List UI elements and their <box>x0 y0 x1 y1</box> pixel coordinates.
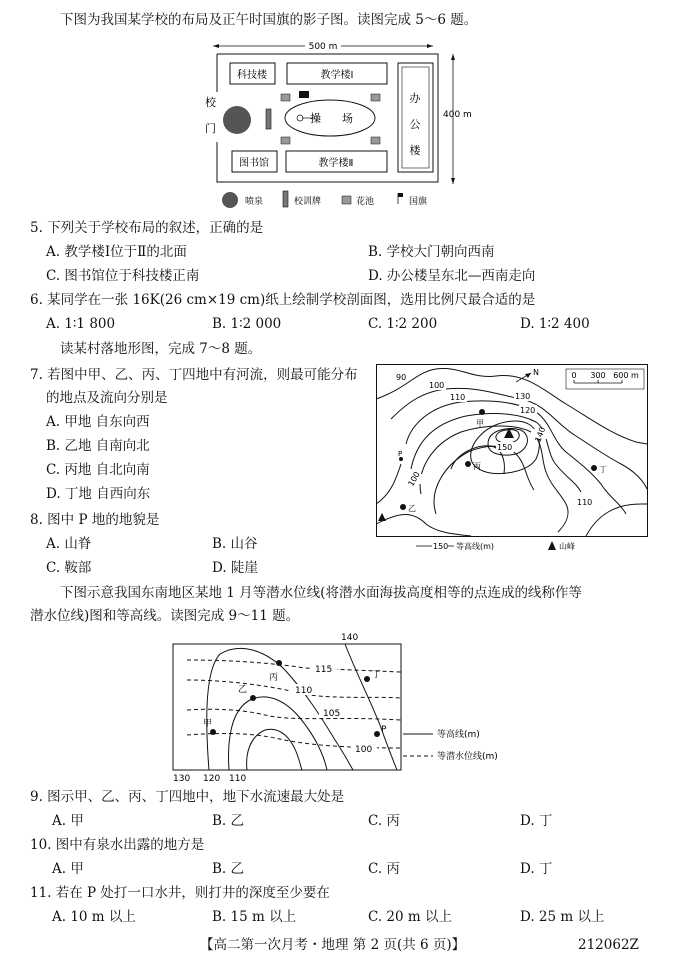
north-label: N <box>533 368 539 377</box>
q11-option-a[interactable]: A. 10 m 以上 <box>52 909 136 925</box>
contour-110b: 110 <box>577 498 593 507</box>
q11-option-d[interactable]: D. 25 m 以上 <box>520 909 605 925</box>
q6-option-c[interactable]: C. 1∶2 200 <box>368 316 438 332</box>
contour-140: 140 <box>533 425 548 444</box>
wl-100: 100 <box>355 745 373 755</box>
legend-contour: 等高线(m) <box>437 730 480 740</box>
sign-icon <box>266 109 271 129</box>
q5-option-c[interactable]: C. 图书馆位于科技楼正南 <box>46 268 200 284</box>
legend-sign: 校训牌 <box>294 197 322 207</box>
height-label: 400 m <box>443 110 472 120</box>
water-place-bing: 丙 <box>269 673 279 683</box>
scale-600: 600 m <box>613 371 639 380</box>
q6-option-a[interactable]: A. 1∶1 800 <box>46 316 116 332</box>
bottom-120: 120 <box>203 774 221 784</box>
contour-100b: 100 <box>406 470 422 488</box>
contour-90: 90 <box>396 373 407 382</box>
gate-label-1: 校 <box>205 96 216 109</box>
wl-105: 105 <box>323 709 341 719</box>
q8-stem: 8. 图中 P 地的地貌是 <box>30 512 160 528</box>
place-ding: 丁 <box>599 465 607 474</box>
keji-label: 科技楼 <box>237 70 267 81</box>
scale-300: 300 <box>590 371 606 380</box>
water-place-ding: 丁 <box>372 670 382 680</box>
q6-option-d[interactable]: D. 1∶2 400 <box>520 316 590 332</box>
q9-option-b[interactable]: B. 乙 <box>212 813 245 829</box>
fountain-icon <box>223 106 251 134</box>
bangong-2: 公 <box>409 118 421 131</box>
contour-130: 130 <box>515 392 531 401</box>
q6-option-b[interactable]: B. 1∶2 000 <box>212 316 282 332</box>
legend-contour-value: 150 <box>433 542 449 551</box>
intro-text-3a: 下图示意我国东南地区某地 1 月等潜水位线(将潜水面海拔高度相等的点连成的线称作等 <box>60 585 582 601</box>
village-topo-map <box>376 364 648 556</box>
jiaoxue1-label: 教学楼Ⅰ <box>320 70 354 81</box>
tushuguan-label: 图书馆 <box>239 158 269 169</box>
q5-stem: 5. 下列关于学校布局的叙述，正确的是 <box>30 220 264 236</box>
bottom-110: 110 <box>229 774 247 784</box>
q7-option-c[interactable]: C. 丙地 自北向南 <box>46 462 150 478</box>
bottom-130: 130 <box>173 774 191 784</box>
footer-title: 【高二第一次月考・地理 第 2 页(共 6 页)】 <box>200 937 466 953</box>
q7-option-a[interactable]: A. 甲地 自东向西 <box>46 414 150 430</box>
place-bing: 丙 <box>473 462 481 471</box>
wl-115: 115 <box>315 665 333 675</box>
q10-stem: 10. 图中有泉水出露的地方是 <box>30 837 205 853</box>
q6-stem: 6. 某同学在一张 16K(26 cm×19 cm)纸上绘制学校剖面图，选用比例尺最合适的是 <box>30 292 536 308</box>
caochang-1: 操 <box>310 112 321 125</box>
place-yi: 乙 <box>408 504 416 513</box>
legend-flowerbed: 花池 <box>356 197 375 207</box>
q9-option-c[interactable]: C. 丙 <box>368 813 400 829</box>
q10-option-a[interactable]: A. 甲 <box>52 861 84 877</box>
jiaoxue2-label: 教学楼Ⅱ <box>318 158 354 169</box>
q10-option-b[interactable]: B. 乙 <box>212 861 245 877</box>
gate-label-2: 门 <box>205 122 216 135</box>
school-layout-map <box>195 34 475 214</box>
legend-peak-text: 山峰 <box>559 542 575 551</box>
footer-code: 212062Z <box>578 937 639 953</box>
scale-0: 0 <box>571 371 577 380</box>
q7-stem-1: 7. 若图中甲、乙、丙、丁四地中有河流，则最可能分布 <box>30 367 358 383</box>
contour-110a: 110 <box>450 393 466 402</box>
q8-option-a[interactable]: A. 山脊 <box>46 536 92 552</box>
q10-option-d[interactable]: D. 丁 <box>520 861 553 877</box>
intro-text-1: 下图为我国某学校的布局及正午时国旗的影子图。读图完成 5～6 题。 <box>60 12 478 28</box>
legend-fountain: 喷泉 <box>245 197 264 207</box>
intro-text-3b: 潜水位线)图和等高线。读图完成 9～11 题。 <box>30 608 300 624</box>
q11-option-b[interactable]: B. 15 m 以上 <box>212 909 297 925</box>
water-place-jia: 甲 <box>203 719 213 729</box>
q5-option-d[interactable]: D. 办公楼呈东北—西南走向 <box>368 268 536 284</box>
q7-option-b[interactable]: B. 乙地 自南向北 <box>46 438 150 454</box>
intro-text-2: 读某村落地形图，完成 7～8 题。 <box>60 341 262 357</box>
contour-100a: 100 <box>429 381 445 390</box>
caochang-2: 场 <box>342 112 353 125</box>
place-jia: 甲 <box>476 419 484 428</box>
legend-contour-text: 等高线(m) <box>456 542 495 551</box>
legend-flag: 国旗 <box>409 197 428 207</box>
bangong-3: 楼 <box>409 144 421 157</box>
wl-110: 110 <box>295 686 313 696</box>
q11-option-c[interactable]: C. 20 m 以上 <box>368 909 452 925</box>
q5-option-a[interactable]: A. 教学楼Ⅰ位于Ⅱ的北面 <box>46 244 187 260</box>
bangong-1: 办 <box>409 92 421 105</box>
q10-option-c[interactable]: C. 丙 <box>368 861 400 877</box>
q9-stem: 9. 图示甲、乙、丙、丁四地中，地下水流速最大处是 <box>30 789 345 805</box>
water-place-p: P <box>381 725 387 735</box>
q9-option-a[interactable]: A. 甲 <box>52 813 84 829</box>
q8-option-d[interactable]: D. 陡崖 <box>212 560 258 576</box>
q7-option-d[interactable]: D. 丁地 自西向东 <box>46 486 151 502</box>
contour-120: 120 <box>520 406 536 415</box>
label-140: 140 <box>341 633 359 643</box>
water-place-yi: 乙 <box>238 685 248 695</box>
width-label: 500 m <box>308 42 338 52</box>
q8-option-b[interactable]: B. 山谷 <box>212 536 258 552</box>
q11-stem: 11. 若在 P 处打一口水井，则打井的深度至少要在 <box>30 885 330 901</box>
contour-150: 150 <box>497 443 513 452</box>
flag-icon <box>299 91 309 98</box>
q7-stem-2: 的地点及流向分别是 <box>46 390 168 406</box>
q5-option-b[interactable]: B. 学校大门朝向西南 <box>368 244 495 260</box>
place-p: P <box>398 450 403 458</box>
legend-water: 等潜水位线(m) <box>437 752 498 762</box>
water-table-map <box>165 630 545 785</box>
q8-option-c[interactable]: C. 鞍部 <box>46 560 92 576</box>
q9-option-d[interactable]: D. 丁 <box>520 813 553 829</box>
